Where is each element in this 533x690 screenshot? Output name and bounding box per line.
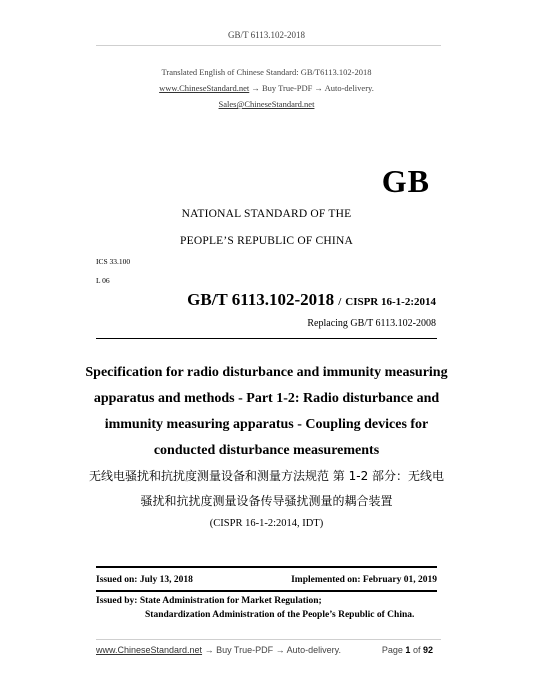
ics-code: ICS 33.100 bbox=[96, 257, 131, 266]
issued-date: Issued on: July 13, 2018 bbox=[96, 575, 193, 585]
footer-site-link[interactable]: www.ChineseStandard.net bbox=[96, 645, 203, 655]
issued-by-line1: Issued by: State Administration for Market Regulation; bbox=[96, 596, 322, 606]
page-indicator bbox=[382, 645, 433, 655]
title-en-line-4: conducted disturbance measurements bbox=[153, 443, 380, 458]
title-zh-line-1: 无线电骚扰和抗扰度测量设备和测量方法规范 第 1-2 部分：无线电 bbox=[88, 469, 445, 483]
running-header: GB/T 6113.102-2018 bbox=[227, 30, 305, 40]
header-divider bbox=[96, 45, 441, 46]
idt-note: (CISPR 16-1-2:2014, IDT) bbox=[209, 518, 324, 529]
page-of: of bbox=[412, 645, 421, 655]
standard-number: GB/T 6113.102-2018 bbox=[187, 290, 335, 309]
footer-divider bbox=[96, 639, 441, 640]
equivalent-standard: CISPR 16-1-2:2014 bbox=[345, 296, 436, 308]
number-separator: / bbox=[338, 296, 342, 308]
standard-number-line bbox=[0, 290, 436, 310]
replacing-note: Replacing GB/T 6113.102-2008 bbox=[307, 318, 436, 329]
national-standard-line1: NATIONAL STANDARD OF THE bbox=[181, 208, 352, 220]
email-link[interactable]: Sales@ChineseStandard.net bbox=[218, 99, 315, 109]
site-link[interactable]: www.ChineseStandard.net bbox=[159, 83, 250, 93]
gb-logo: GB bbox=[381, 163, 430, 199]
ccs-code: L 06 bbox=[96, 276, 110, 285]
implemented-date: Implemented on: February 01, 2019 bbox=[291, 575, 437, 585]
page-total: 92 bbox=[422, 645, 433, 655]
footer-purchase-text: → Buy True-PDF → Auto-delivery. bbox=[202, 645, 341, 655]
title-divider bbox=[96, 338, 437, 339]
title-en-line-3: immunity measuring apparatus - Coupling devices for bbox=[104, 417, 429, 432]
national-standard-line2: PEOPLE’S REPUBLIC OF CHINA bbox=[180, 235, 353, 247]
title-en-line-2: apparatus and methods - Part 1-2: Radio disturbance and bbox=[93, 391, 440, 406]
email-line bbox=[0, 99, 533, 109]
purchase-line bbox=[0, 83, 533, 93]
title-zh-line-2: 骚扰和抗扰度测量设备传导骚扰测量的耦合装置 bbox=[140, 494, 393, 508]
dates-top-rule bbox=[96, 566, 437, 568]
issued-by-line2: Standardization Administration of the People’s Republic of China. bbox=[145, 610, 415, 620]
page-current: 1 bbox=[405, 645, 411, 655]
dates-bottom-rule bbox=[96, 590, 437, 592]
footer-purchase bbox=[96, 645, 341, 655]
page-label: Page bbox=[381, 645, 403, 655]
purchase-text: → Buy True-PDF → Auto-delivery. bbox=[249, 83, 374, 93]
translation-notice: Translated English of Chinese Standard: GB/T6113.102-2018 bbox=[161, 67, 372, 77]
title-en-line-1: Specification for radio disturbance and immunity measuring bbox=[85, 365, 448, 380]
